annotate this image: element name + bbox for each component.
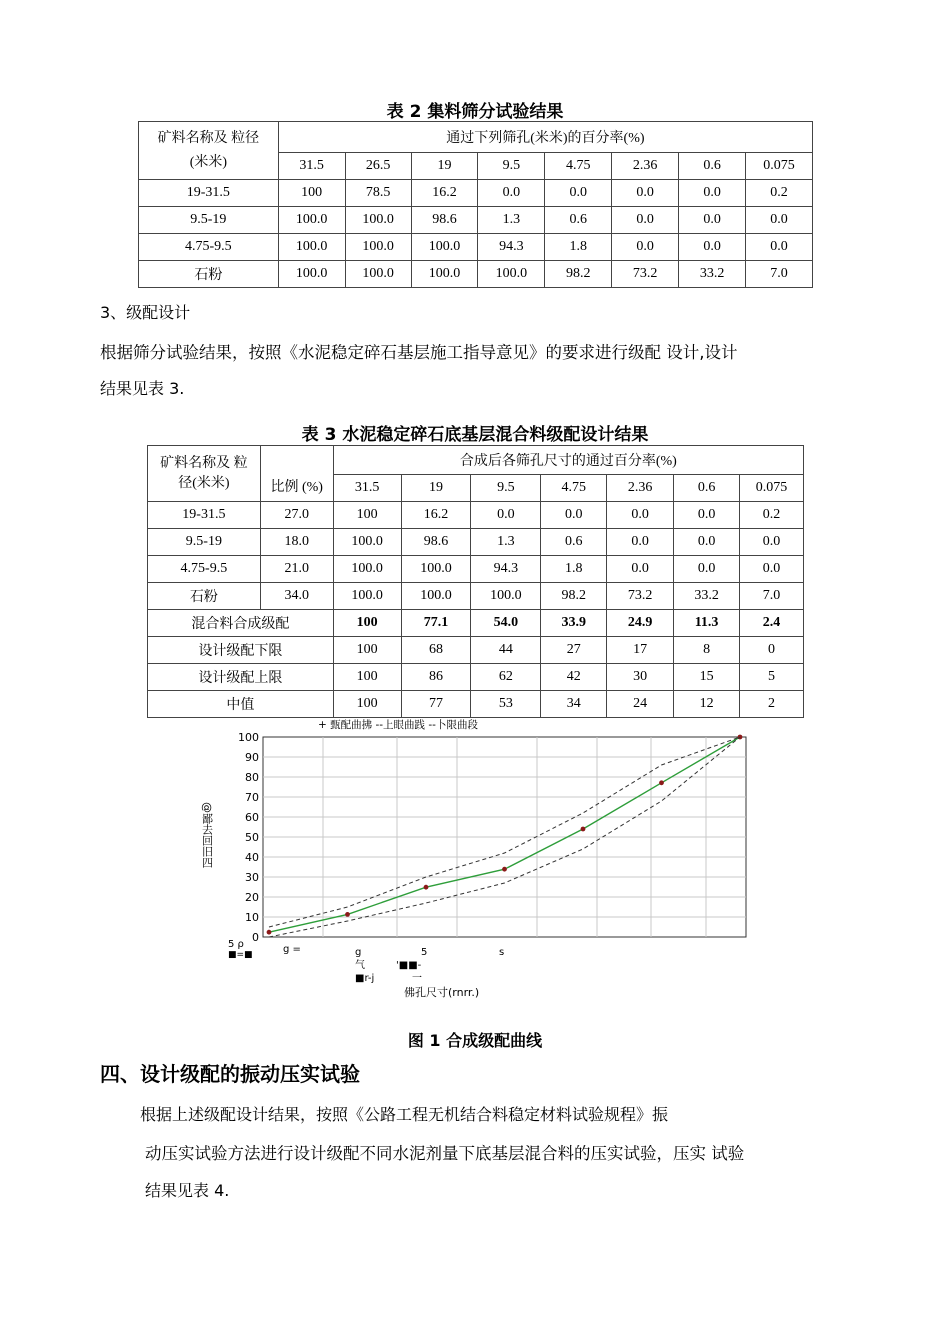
y-tick-label: 60 (245, 811, 259, 824)
data-point (345, 912, 350, 917)
section4-line1: 根据上述级配设计结果，按照《公路工程无机结合料稳定材料试验规程》振 (140, 1105, 669, 1124)
table-row: 19-31.5 100 78.5 16.2 0.0 0.0 0.0 0.0 0.2 (139, 180, 813, 207)
y-tick-label: 10 (245, 911, 259, 924)
table3-sieve-row: 31.5 19 9.5 4.75 2.36 0.6 0.075 (148, 475, 804, 502)
x-tick-label: '■■- (396, 960, 422, 971)
section4-line2: 动压实试验方法进行设计级配不同水泥剂量下底基层混合料的压实试验，压实 试验 (145, 1144, 745, 1163)
x-tick-label: 5 (421, 947, 428, 958)
x-tick-label: g (355, 947, 362, 958)
table2-caption: 表 2 集料筛分试验结果 (386, 102, 564, 122)
y-tick-label: 80 (245, 771, 259, 784)
data-point (581, 827, 586, 832)
y-tick-label: 70 (245, 791, 259, 804)
gradation-chart (0, 712, 950, 1002)
table3-head-group: 合成后各筛孔尺寸的通过百分率(%) (333, 446, 803, 475)
table3 (147, 445, 804, 718)
y-tick-label: 90 (245, 751, 259, 764)
x-tick-label: ■r-j (355, 973, 375, 984)
table-row: 4.75-9.5 21.0 100.0 100.0 94.3 1.8 0.0 0.0 0.0 (148, 556, 804, 583)
table2 (138, 121, 813, 288)
data-point (424, 885, 429, 890)
data-point (659, 780, 664, 785)
section3-line2: 结果见表 3. (100, 379, 185, 398)
chart-legend: + 甄配曲拂 --上眼曲践 --卜限曲段 (318, 719, 478, 731)
x-tick-label: 5 ρ (228, 939, 244, 950)
x-tick-label: s (499, 947, 505, 958)
y-tick-label: 100 (238, 731, 259, 744)
section3-line1: 根据筛分试验结果，按照《水泥稳定碎石基层施工指导意见》的要求进行级配 设计,设计 (100, 343, 738, 362)
table-row-upper: 设计级配上限 100 86 62 42 30 15 5 (148, 664, 804, 691)
table-row: 4.75-9.5 100.0 100.0 100.0 94.3 1.8 0.0 0.0 0.0 (139, 234, 813, 261)
x-tick-label: g = (283, 944, 301, 955)
table-row: 9.5-19 18.0 100.0 98.6 1.3 0.6 0.0 0.0 0.0 (148, 529, 804, 556)
y-tick-label: 30 (245, 871, 259, 884)
table-row-lower: 设计级配下限 100 68 44 27 17 8 0 (148, 637, 804, 664)
y-tick-label: 0 (252, 931, 259, 944)
section4-heading: 四、设计级配的振动压实试验 (100, 1062, 360, 1086)
table2-head-group: 通过下列筛孔(米米)的百分率(%) (278, 122, 812, 153)
x-axis-label: 佛孔尺寸(rnrr.) (404, 986, 480, 999)
x-tick-label: ■=■ (228, 950, 253, 960)
table2-sieve-row: 31.5 26.5 19 9.5 4.75 2.36 0.6 0.075 (139, 153, 813, 180)
y-tick-label: 50 (245, 831, 259, 844)
data-point (267, 930, 272, 935)
section3-heading: 3、级配设计 (100, 303, 191, 322)
table-row-mid: 中值 100 77 53 34 24 12 2 (148, 691, 804, 718)
y-axis (238, 731, 259, 944)
table3-head-ratio: 比例 (%) (260, 446, 333, 502)
table-row: 19-31.5 27.0 100 16.2 0.0 0.0 0.0 0.0 0.2 (148, 502, 804, 529)
table3-caption: 表 3 水泥稳定碎石底基层混合料级配设计结果 (301, 425, 649, 445)
table-row-mix: 混合料合成级配 100 77.1 54.0 33.9 24.9 11.3 2.4 (148, 610, 804, 637)
x-tick-label: 气 (355, 960, 365, 971)
figure-caption: 图 1 合成级配曲线 (407, 1031, 543, 1050)
y-tick-label: 20 (245, 891, 259, 904)
section4-line3: 结果见表 4. (145, 1181, 230, 1200)
y-axis-label: @鄙去回旧四 (200, 802, 214, 868)
table-row: 石粉 34.0 100.0 100.0 100.0 98.2 73.2 33.2 7.0 (148, 583, 804, 610)
table2-head-name: 矿料名称及 粒径 (米米) (139, 122, 279, 180)
x-tick-label: 一 (412, 973, 422, 984)
table-row: 石粉 100.0 100.0 100.0 100.0 98.2 73.2 33.2 7.0 (139, 261, 813, 288)
y-tick-label: 40 (245, 851, 259, 864)
data-point (502, 867, 507, 872)
table-row: 9.5-19 100.0 100.0 98.6 1.3 0.6 0.0 0.0 0.0 (139, 207, 813, 234)
table3-head-name: 矿料名称及 粒 径(米米) (148, 446, 261, 502)
